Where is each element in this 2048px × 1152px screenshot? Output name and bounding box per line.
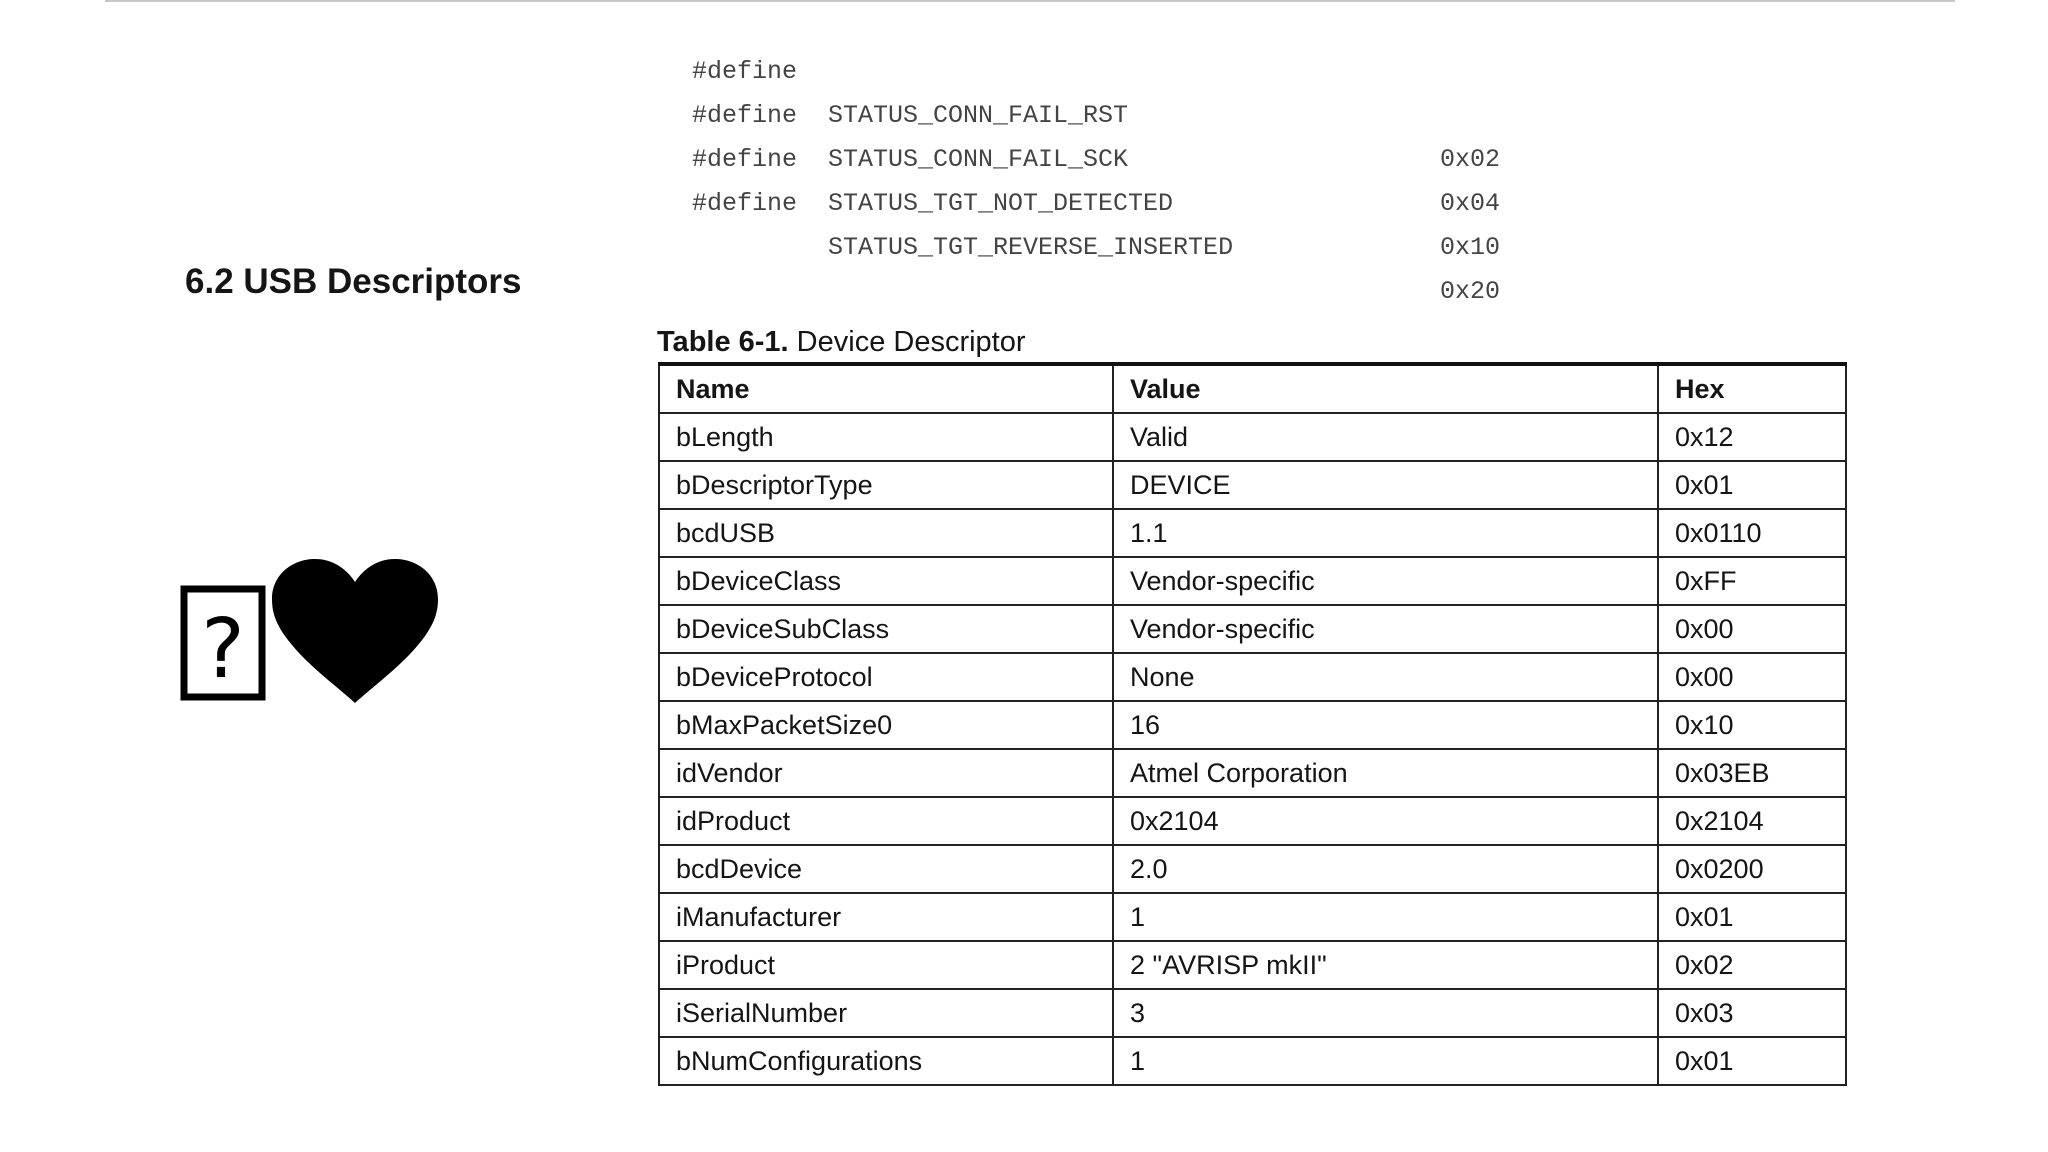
cell-name: iProduct bbox=[659, 941, 1113, 989]
cell-value: Vendor-specific bbox=[1113, 605, 1658, 653]
cell-name: idProduct bbox=[659, 797, 1113, 845]
cell-name: bDeviceSubClass bbox=[659, 605, 1113, 653]
table-row bbox=[659, 605, 1846, 653]
cell-name: bMaxPacketSize0 bbox=[659, 701, 1113, 749]
table-row bbox=[659, 461, 1846, 509]
cell-name: bDeviceProtocol bbox=[659, 653, 1113, 701]
table-row bbox=[659, 797, 1846, 845]
cell-value: 3 bbox=[1113, 989, 1658, 1037]
cell-hex: 0x00 bbox=[1658, 605, 1846, 653]
cell-name: bcdUSB bbox=[659, 509, 1113, 557]
missing-glyph-mark: ? bbox=[201, 602, 245, 697]
table-row bbox=[659, 749, 1846, 797]
device-descriptor-table bbox=[658, 362, 1847, 1086]
define-name: STATUS_CONN_FAIL_SCK bbox=[828, 145, 1129, 174]
cell-hex: 0x2104 bbox=[1658, 797, 1846, 845]
define-value: 0x04 bbox=[1440, 189, 1501, 218]
cell-hex: 0x01 bbox=[1658, 461, 1846, 509]
cell-value: None bbox=[1113, 653, 1658, 701]
column-header-value: Value bbox=[1113, 364, 1658, 413]
table-header-row bbox=[659, 364, 1846, 413]
table-row bbox=[659, 653, 1846, 701]
cell-name: bDescriptorType bbox=[659, 461, 1113, 509]
define-name: STATUS_CONN_FAIL_RST bbox=[828, 101, 1129, 130]
define-keyword: #define bbox=[692, 145, 798, 174]
cell-hex: 0x0200 bbox=[1658, 845, 1846, 893]
cell-hex: 0x01 bbox=[1658, 1037, 1846, 1085]
cell-hex: 0x03 bbox=[1658, 989, 1846, 1037]
cell-name: bLength bbox=[659, 413, 1113, 461]
cell-value: Atmel Corporation bbox=[1113, 749, 1658, 797]
cell-hex: 0x03EB bbox=[1658, 749, 1846, 797]
define-keyword: #define bbox=[692, 57, 798, 86]
table-row bbox=[659, 893, 1846, 941]
top-divider bbox=[105, 0, 1955, 2]
cell-hex: 0x0110 bbox=[1658, 509, 1846, 557]
cell-value: 1 bbox=[1113, 893, 1658, 941]
table-caption-number: Table 6-1. bbox=[657, 326, 789, 358]
table-caption-text: Device Descriptor bbox=[788, 326, 1026, 358]
cell-name: iSerialNumber bbox=[659, 989, 1113, 1037]
table-caption bbox=[657, 326, 1026, 359]
cell-hex: 0xFF bbox=[1658, 557, 1846, 605]
missing-glyph-icon-svg bbox=[180, 555, 270, 705]
cell-hex: 0x00 bbox=[1658, 653, 1846, 701]
cell-hex: 0x12 bbox=[1658, 413, 1846, 461]
table-row bbox=[659, 845, 1846, 893]
cell-value: 0x2104 bbox=[1113, 797, 1658, 845]
cell-hex: 0x01 bbox=[1658, 893, 1846, 941]
cell-value: Vendor-specific bbox=[1113, 557, 1658, 605]
define-value: 0x10 bbox=[1440, 233, 1501, 262]
section-title: 6.2 USB Descriptors bbox=[185, 262, 522, 301]
cell-value: 16 bbox=[1113, 701, 1658, 749]
define-value: 0x20 bbox=[1440, 277, 1501, 306]
icon-group bbox=[180, 555, 440, 710]
cell-value: 2 "AVRISP mkII" bbox=[1113, 941, 1658, 989]
define-keyword: #define bbox=[692, 101, 798, 130]
cell-hex: 0x10 bbox=[1658, 701, 1846, 749]
cell-name: iManufacturer bbox=[659, 893, 1113, 941]
cell-value: 1 bbox=[1113, 1037, 1658, 1085]
define-value: 0x02 bbox=[1440, 145, 1501, 174]
cell-name: bcdDevice bbox=[659, 845, 1113, 893]
cell-hex: 0x02 bbox=[1658, 941, 1846, 989]
code-block bbox=[692, 6, 1542, 306]
table-row bbox=[659, 1037, 1846, 1085]
cell-name: idVendor bbox=[659, 749, 1113, 797]
column-header-name: Name bbox=[659, 364, 1113, 413]
cell-value: 1.1 bbox=[1113, 509, 1658, 557]
heart-icon bbox=[270, 555, 440, 710]
table-row bbox=[659, 989, 1846, 1037]
table-row bbox=[659, 557, 1846, 605]
cell-name: bNumConfigurations bbox=[659, 1037, 1113, 1085]
define-keyword: #define bbox=[692, 189, 798, 218]
table-row bbox=[659, 941, 1846, 989]
cell-value: 2.0 bbox=[1113, 845, 1658, 893]
define-name: STATUS_TGT_REVERSE_INSERTED bbox=[828, 233, 1234, 262]
cell-value: DEVICE bbox=[1113, 461, 1658, 509]
column-header-hex: Hex bbox=[1658, 364, 1846, 413]
missing-glyph-icon bbox=[180, 555, 270, 705]
cell-value: Valid bbox=[1113, 413, 1658, 461]
table-row bbox=[659, 701, 1846, 749]
define-name: STATUS_TGT_NOT_DETECTED bbox=[828, 189, 1174, 218]
cell-name: bDeviceClass bbox=[659, 557, 1113, 605]
table-row bbox=[659, 509, 1846, 557]
table-row bbox=[659, 413, 1846, 461]
